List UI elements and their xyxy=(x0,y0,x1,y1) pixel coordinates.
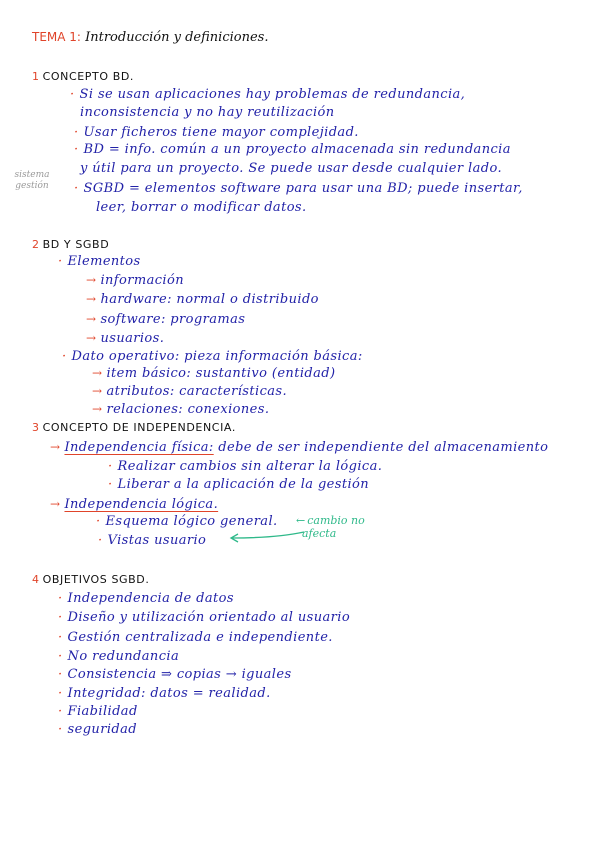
s3-fisica-sub-2: · Liberar a la aplicación de la gestión xyxy=(108,477,370,492)
independencia-logica-label: Independencia lógica. xyxy=(64,497,219,512)
s3-logica-sub-2: · Vistas usuario xyxy=(98,533,207,548)
margin-note-line1: sistema xyxy=(14,170,50,180)
s2-dato: · Dato operativo: pieza información básica: xyxy=(62,349,363,364)
section-2-heading xyxy=(32,238,109,251)
s1-line-2: inconsistencia y no hay reutilización xyxy=(80,105,335,120)
section-3-heading xyxy=(32,421,236,434)
section-2-number: 2 xyxy=(32,238,40,251)
s1-bullet-2: · Usar ficheros tiene mayor complejidad. xyxy=(74,125,359,140)
section-2-title: BD Y SGBD xyxy=(42,238,110,251)
section-1-number: 1 xyxy=(32,70,40,83)
margin-note xyxy=(12,170,52,192)
s1-line-7: leer, borrar o modificar datos. xyxy=(96,200,307,215)
s2-dato-item-1: → item básico: sustantivo (entidad) xyxy=(92,366,336,381)
section-1-heading xyxy=(32,70,134,83)
s4-item-2: · Diseño y utilización orientado al usuario xyxy=(58,610,351,625)
s4-item-8: · seguridad xyxy=(58,722,137,737)
page-title xyxy=(32,30,268,45)
independencia-fisica-label: Independencia física: xyxy=(64,440,214,455)
s4-item-7: · Fiabilidad xyxy=(58,704,138,719)
s1-line-5: y útil para un proyecto. Se puede usar desde cualquier lado. xyxy=(80,161,502,176)
section-4-number: 4 xyxy=(32,573,40,586)
section-4-title: OBJETIVOS SGBD. xyxy=(42,573,150,586)
s3-fisica: → Independencia física: debe de ser independiente del almacenamiento xyxy=(50,440,549,455)
s3-logica-sub-1: · Esquema lógico general. xyxy=(96,514,278,529)
margin-note-line2: gestión xyxy=(15,181,49,191)
annotation-cambio: ← cambio no xyxy=(296,514,365,527)
section-3-title: CONCEPTO DE INDEPENDENCIA. xyxy=(42,421,236,434)
s3-logica: → Independencia lógica. xyxy=(50,497,219,512)
title-text: Introducción y definiciones. xyxy=(85,30,269,45)
s2-element-2: → hardware: normal o distribuido xyxy=(86,292,319,307)
section-3-number: 3 xyxy=(32,421,40,434)
section-1-title: CONCEPTO BD. xyxy=(42,70,135,83)
s4-item-1: · Independencia de datos xyxy=(58,591,234,606)
s2-elements: · Elementos xyxy=(58,254,141,269)
section-4-heading xyxy=(32,573,149,586)
s4-item-4: · No redundancia xyxy=(58,649,180,664)
s2-element-3: → software: programas xyxy=(86,312,246,327)
s3-fisica-sub-1: · Realizar cambios sin alterar la lógica. xyxy=(108,459,383,474)
s2-dato-item-2: → atributos: características. xyxy=(92,384,287,399)
title-label: TEMA 1: xyxy=(32,30,81,44)
s1-bullet-1: · Si se usan aplicaciones hay problemas de redundancia, xyxy=(70,87,466,102)
s4-item-5: · Consistencia ⇒ copias → iguales xyxy=(58,667,292,682)
s4-item-3: · Gestión centralizada e independiente. xyxy=(58,630,333,645)
s2-element-4: → usuarios. xyxy=(86,331,165,346)
s4-item-6: · Integridad: datos = realidad. xyxy=(58,686,271,701)
s1-bullet-3: · BD = info. común a un proyecto almacenada sin redundancia xyxy=(74,142,511,157)
annotation-afecta: afecta xyxy=(302,527,337,540)
s1-bullet-4: · SGBD = elementos software para usar una BD; puede insertar, xyxy=(74,181,523,196)
s2-dato-item-3: → relaciones: conexiones. xyxy=(92,402,270,417)
annotation-arrow-icon xyxy=(226,528,306,544)
s2-element-1: → información xyxy=(86,273,184,288)
